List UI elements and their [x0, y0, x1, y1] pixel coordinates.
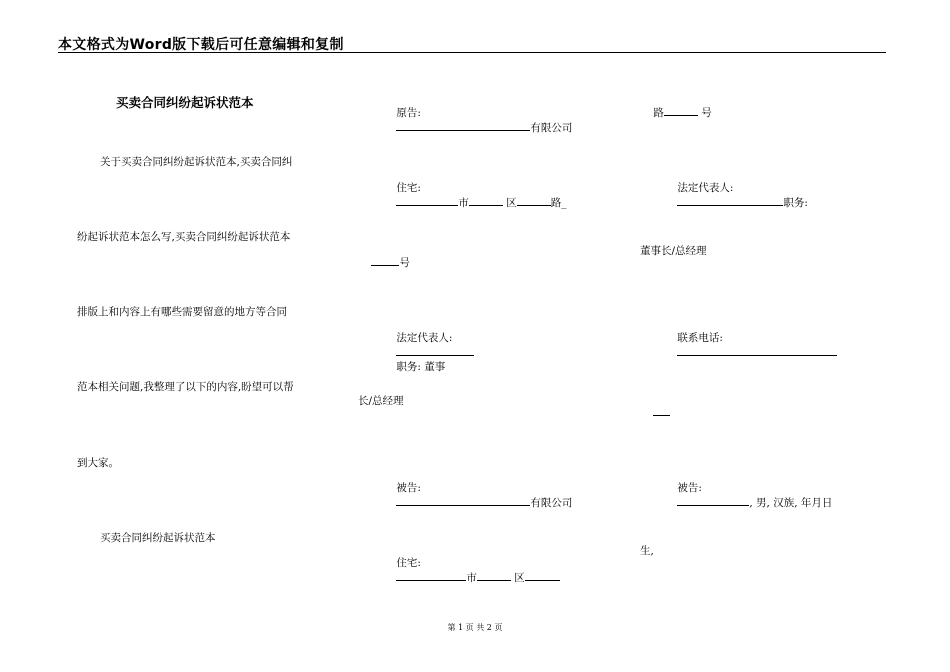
defendant-name-blank [677, 495, 749, 506]
road-label: 路_ [550, 197, 567, 209]
paragraph-line: 范本相关问题,我整理了以下的内容,盼望可以帮 [77, 381, 294, 393]
number-blank [371, 255, 399, 266]
document-title: 买卖合同纠纷起诉状范本 [116, 95, 254, 110]
legal-rep-blank [677, 195, 783, 206]
position-cont: 长/总经理 [358, 395, 404, 407]
subheading: 买卖合同纠纷起诉状范本 [100, 532, 216, 544]
phone-label: 联系电话: [677, 332, 723, 344]
road-label: 路 [653, 107, 664, 119]
city2-label: 市 [466, 572, 477, 584]
defendant-line [664, 468, 832, 522]
road2-blank [525, 570, 560, 581]
residence-line [383, 168, 566, 222]
number-label: 号 [399, 257, 410, 269]
paragraph-line: 关于买卖合同纠纷起诉状范本,买卖合同纠 [100, 156, 293, 168]
plaintiff-label: 原告: [396, 107, 421, 119]
position-label: 职务: 董事 [396, 361, 446, 373]
number-line [358, 243, 410, 282]
legal-rep-label: 法定代表人: [396, 332, 453, 344]
district-label: 区 [506, 197, 517, 209]
legal-rep-line [383, 318, 474, 386]
born-line: 生, [640, 545, 654, 557]
legal-rep-label: 法定代表人: [677, 182, 734, 194]
defendant-label: 被告: [396, 482, 421, 494]
page-footer: 第 1 页 共 2 页 [447, 623, 503, 632]
city-label: 市 [458, 197, 469, 209]
defendant-label: 被告: [677, 482, 702, 494]
legal-rep-line [664, 168, 808, 222]
defendant-suffix: 有限公司 [530, 497, 573, 509]
defendant-info: , 男, 汉族, 年月日 [749, 497, 833, 509]
number-label: 号 [701, 107, 712, 119]
city2-blank [396, 570, 466, 581]
paragraph-line: 纷起诉状范本怎么写,买卖合同纠纷起诉状范本 [77, 231, 291, 243]
paragraph-line: 到大家。 [77, 457, 119, 469]
header-rule [58, 52, 886, 53]
paragraph-line: 排版上和内容上有哪些需要留意的地方等合同 [77, 306, 287, 318]
defendant-blank [396, 495, 530, 506]
road-number-line [640, 93, 712, 132]
phone-line [664, 318, 837, 371]
residence-label: 住宅: [396, 182, 421, 194]
residence2-label: 住宅: [396, 557, 421, 569]
phone-blank-cont [640, 393, 670, 431]
defendant-line [383, 468, 572, 522]
position-label: 职务: [783, 197, 808, 209]
residence2-line [383, 543, 560, 597]
district2-label: 区 [514, 572, 525, 584]
plaintiff-blank [396, 120, 530, 131]
plaintiff-line [383, 93, 572, 147]
city-blank [396, 195, 458, 206]
phone-blank-2 [653, 405, 670, 416]
district2-blank [477, 570, 511, 581]
road-number-blank [664, 105, 698, 116]
legal-rep-blank [396, 345, 474, 356]
plaintiff-suffix: 有限公司 [530, 122, 573, 134]
position-cont: 董事长/总经理 [640, 245, 707, 257]
district-blank [469, 195, 503, 206]
document-header: 本文格式为Word版下载后可任意编辑和复制 [58, 37, 344, 53]
phone-blank [677, 345, 837, 356]
road-blank [517, 195, 551, 206]
